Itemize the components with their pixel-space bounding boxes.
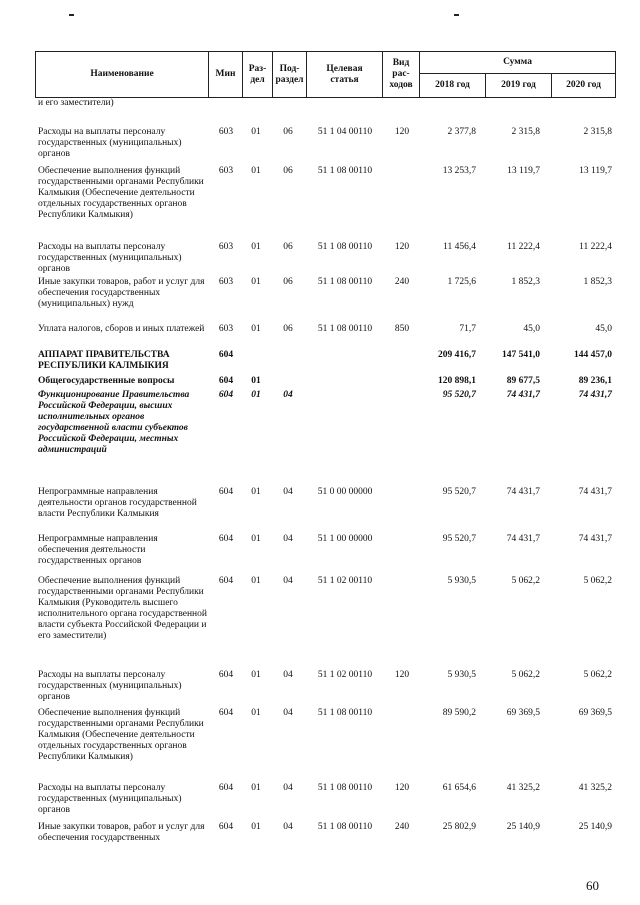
header-min: Мин <box>209 52 243 98</box>
cell-razd: 01 <box>251 708 261 718</box>
cell-min: 604 <box>218 376 234 386</box>
cell-name: Общегосударственные вопросы <box>38 376 175 386</box>
cell-s20: 11 222,4 <box>579 242 612 252</box>
cell-cs: 51 1 08 00110 <box>317 242 373 252</box>
cell-name: Функционирование Правительства Российской Федерации, высших исполнительных органов государственной власти субъектов Российской Федерации, местных администраций <box>38 390 190 455</box>
header-cs-text: Целевая статья <box>326 63 363 85</box>
cell-min: 604 <box>218 783 234 793</box>
cell-name: Непрограммные направления обеспечения деятельности государственных органов <box>38 534 158 566</box>
cell-s19: 5 062,2 <box>511 670 540 680</box>
cell-s18: 209 416,7 <box>438 350 476 360</box>
cell-podr: 04 <box>283 576 293 586</box>
cell-vid: 120 <box>394 242 410 252</box>
cell-min: 604 <box>218 670 234 680</box>
cell-cs: 51 1 08 00110 <box>317 166 373 176</box>
header-2018: 2018 год <box>420 74 486 98</box>
cell-s19: 1 852,3 <box>511 277 540 287</box>
cell-cs: 51 1 00 00000 <box>317 534 373 544</box>
cell-s19: 89 677,5 <box>506 376 540 386</box>
cell-s20: 89 236,1 <box>578 376 612 386</box>
cell-s19: 45,0 <box>523 324 540 334</box>
cell-s19: 5 062,2 <box>511 576 540 586</box>
header-summa: Сумма <box>420 52 616 74</box>
cell-vid: 120 <box>394 670 410 680</box>
cell-s20: 1 852,3 <box>583 277 612 287</box>
cell-s20: 41 325,2 <box>578 783 612 793</box>
cell-s19: 147 541,0 <box>502 350 540 360</box>
cell-razd: 01 <box>251 376 261 386</box>
cell-s20: 5 062,2 <box>583 670 612 680</box>
cell-cs: 51 1 08 00110 <box>317 822 373 832</box>
cell-podr: 06 <box>283 277 293 287</box>
cell-razd: 01 <box>251 277 261 287</box>
cell-cs: 51 1 02 00110 <box>317 670 373 680</box>
cell-podr: 06 <box>283 242 293 252</box>
cell-podr: 06 <box>283 166 293 176</box>
cell-s19: 25 140,9 <box>506 822 540 832</box>
cell-min: 604 <box>218 487 234 497</box>
header-vid-text: Вид рас- ходов <box>389 58 413 90</box>
cell-name: Иные закупки товаров, работ и услуг для обеспечения государственных (муниципальных) нужд <box>38 277 205 309</box>
cell-s20: 74 431,7 <box>578 487 612 497</box>
cell-min: 603 <box>218 324 234 334</box>
cell-min: 603 <box>218 242 234 252</box>
cell-razd: 01 <box>251 242 261 252</box>
cell-cs: 51 1 04 00110 <box>317 127 373 137</box>
header-podrazdel-text: Под- раздел <box>275 63 304 85</box>
header-2020: 2020 год <box>552 74 616 98</box>
cell-name: Уплата налогов, сборов и иных платежей <box>38 324 205 334</box>
cell-podr: 04 <box>283 822 293 832</box>
header-2019: 2019 год <box>486 74 552 98</box>
cell-name: Обеспечение выполнения функций государственными органами Республики Калмыкия (Обеспечение деятельности отдельных государственных органов Республики Калмыкия) <box>38 708 204 762</box>
cell-s18: 2 377,8 <box>447 127 476 137</box>
cell-name: Расходы на выплаты персоналу государственных (муниципальных) органов <box>38 783 182 815</box>
cell-s18: 1 725,6 <box>447 277 476 287</box>
cell-s20: 74 431,7 <box>578 534 612 544</box>
cell-s19: 41 325,2 <box>506 783 540 793</box>
cell-cs: 51 1 08 00110 <box>317 324 373 334</box>
cell-name: Непрограммные направления деятельности органов государственной власти Республики Калмыкия <box>38 487 197 519</box>
cell-podr: 06 <box>283 324 293 334</box>
cell-vid: 240 <box>394 277 410 287</box>
cell-name: и его заместители) <box>38 98 114 108</box>
cell-name: Расходы на выплаты персоналу государственных (муниципальных) органов <box>38 242 182 274</box>
page-number: 60 <box>586 878 599 893</box>
cell-razd: 01 <box>251 166 261 176</box>
cell-podr: 04 <box>283 534 293 544</box>
cell-s18: 71,7 <box>459 324 476 334</box>
cell-s19: 2 315,8 <box>511 127 540 137</box>
cell-cs: 51 1 08 00110 <box>317 708 373 718</box>
cell-razd: 01 <box>251 670 261 680</box>
cell-s18: 11 456,4 <box>443 242 476 252</box>
cell-name: Обеспечение выполнения функций государственными органами Республики Калмыкия (Руководитель высшего исполнительного органа государственной власти субъекта Российской Федерации и его заместители) <box>38 576 207 641</box>
cell-razd: 01 <box>251 324 261 334</box>
cell-razd: 01 <box>251 822 261 832</box>
cell-s19: 74 431,7 <box>506 390 540 400</box>
cell-name: АППАРАТ ПРАВИТЕЛЬСТВА РЕСПУБЛИКИ КАЛМЫКИЯ <box>38 350 170 371</box>
cell-razd: 01 <box>251 127 261 137</box>
cell-podr: 04 <box>283 670 293 680</box>
cell-min: 604 <box>218 350 234 360</box>
cell-s19: 11 222,4 <box>507 242 540 252</box>
cell-s18: 89 590,2 <box>442 708 476 718</box>
cell-s20: 74 431,7 <box>578 390 612 400</box>
cell-s19: 69 369,5 <box>506 708 540 718</box>
cell-min: 604 <box>218 708 234 718</box>
cell-razd: 01 <box>251 783 261 793</box>
cell-podr: 04 <box>283 783 293 793</box>
cell-vid: 240 <box>394 822 410 832</box>
cell-vid: 120 <box>394 127 410 137</box>
cell-s20: 45,0 <box>595 324 612 334</box>
cell-name: Обеспечение выполнения функций государственными органами Республики Калмыкия (Обеспечение деятельности отдельных государственных органов Республики Калмыкия) <box>38 166 204 220</box>
cell-s19: 13 119,7 <box>507 166 540 176</box>
cell-min: 603 <box>218 277 234 287</box>
cell-vid: 850 <box>394 324 410 334</box>
cell-cs: 51 1 02 00110 <box>317 576 373 586</box>
cell-min: 604 <box>218 822 234 832</box>
cell-podr: 04 <box>283 390 293 400</box>
cell-s20: 13 119,7 <box>579 166 612 176</box>
header-razdel-text: Раз- дел <box>248 63 267 85</box>
header-name: Наименование <box>36 52 209 98</box>
cell-s18: 95 520,7 <box>442 534 476 544</box>
cell-s20: 144 457,0 <box>574 350 612 360</box>
cell-podr: 04 <box>283 487 293 497</box>
cell-s20: 5 062,2 <box>583 576 612 586</box>
cell-min: 603 <box>218 166 234 176</box>
cell-razd: 01 <box>251 487 261 497</box>
cell-name: Расходы на выплаты персоналу государственных (муниципальных) органов <box>38 670 182 702</box>
cell-s18: 5 930,5 <box>447 576 476 586</box>
cell-s18: 95 520,7 <box>442 390 476 400</box>
cell-min: 603 <box>218 127 234 137</box>
cell-s18: 120 898,1 <box>438 376 476 386</box>
cell-s18: 95 520,7 <box>442 487 476 497</box>
cell-name: Иные закупки товаров, работ и услуг для обеспечения государственных <box>38 822 205 843</box>
cell-razd: 01 <box>251 534 261 544</box>
cell-s19: 74 431,7 <box>506 534 540 544</box>
cell-cs: 51 1 08 00110 <box>317 277 373 287</box>
cell-s18: 61 654,6 <box>442 783 476 793</box>
cell-min: 604 <box>218 576 234 586</box>
cell-cs: 51 1 08 00110 <box>317 783 373 793</box>
cell-razd: 01 <box>251 576 261 586</box>
cell-min: 604 <box>218 390 234 400</box>
cell-podr: 06 <box>283 127 293 137</box>
cell-min: 604 <box>218 534 234 544</box>
cell-s19: 74 431,7 <box>506 487 540 497</box>
cell-s20: 25 140,9 <box>578 822 612 832</box>
cell-vid: 120 <box>394 783 410 793</box>
cell-s20: 2 315,8 <box>583 127 612 137</box>
cell-s18: 13 253,7 <box>442 166 476 176</box>
cell-name: Расходы на выплаты персоналу государственных (муниципальных) органов <box>38 127 182 159</box>
cell-s20: 69 369,5 <box>578 708 612 718</box>
cell-cs: 51 0 00 00000 <box>317 487 373 497</box>
cell-razd: 01 <box>251 390 261 400</box>
cell-podr: 04 <box>283 708 293 718</box>
cell-s18: 25 802,9 <box>442 822 476 832</box>
cell-s18: 5 930,5 <box>447 670 476 680</box>
